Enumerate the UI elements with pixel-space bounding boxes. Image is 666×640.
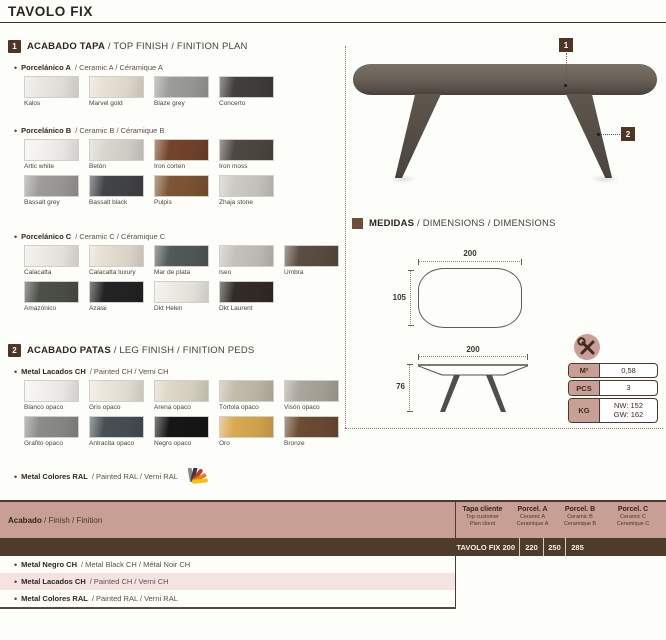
- price-table-columns: [455, 506, 661, 528]
- finish-group-label: [8, 367, 344, 376]
- column-title: Porcel. C: [617, 506, 649, 513]
- swatch-chip: [154, 380, 209, 402]
- vertical-dotted-divider: [345, 46, 346, 428]
- section-title-rest: / TOP FINISH / FINITION PLAN: [105, 41, 248, 52]
- swatch-label: Blaze grey: [154, 100, 185, 107]
- dim-front-height: 76: [396, 382, 405, 391]
- swatch-label: Amazónico: [24, 305, 57, 312]
- finish-swatch: [24, 281, 79, 312]
- ral-colors-line: [14, 468, 210, 485]
- spec-value: [600, 364, 657, 377]
- foot-shadow: [590, 176, 620, 182]
- finish-swatch: [89, 139, 144, 170]
- finish-group-label: [8, 126, 344, 135]
- finish-swatch: [154, 139, 209, 170]
- callout-2-dot: [597, 133, 600, 136]
- callout-2: 2: [621, 127, 635, 141]
- swatch-chip: [24, 380, 79, 402]
- finish-group-label: [8, 63, 344, 72]
- finish-swatch: [219, 245, 274, 276]
- finish-swatch: [154, 76, 209, 107]
- swatch-label: Negro opaco: [154, 440, 192, 447]
- swatch-grid: [8, 76, 354, 112]
- swatch-chip: [89, 175, 144, 197]
- acabado-label: [8, 516, 102, 525]
- price-table-bottom-border: [0, 607, 456, 609]
- swatch-chip: [154, 76, 209, 98]
- swatch-chip: [154, 139, 209, 161]
- price-ceramic-b: 250: [543, 538, 565, 556]
- bullet-icon: •: [14, 577, 18, 587]
- finish-group: [8, 232, 344, 317]
- bullet-icon: •: [14, 367, 18, 377]
- finish-swatch: [89, 380, 144, 411]
- foot-shadow: [390, 176, 416, 182]
- finish-group-label: [8, 232, 344, 241]
- horizontal-dotted-divider: [345, 428, 663, 429]
- swatch-label: Oro: [219, 440, 230, 447]
- swatch-chip: [219, 175, 274, 197]
- swatch-label: Bassalt grey: [24, 199, 60, 206]
- swatch-chip: [154, 245, 209, 267]
- swatch-chip: [24, 175, 79, 197]
- ral-fan-icon: [188, 468, 210, 485]
- column-subtitle-en: Ceramic C: [620, 514, 646, 520]
- spec-value-line1: NW: 152: [613, 400, 644, 410]
- finish-swatch: [89, 175, 144, 206]
- swatch-label: Pulpis: [154, 199, 172, 206]
- swatch-chip: [219, 380, 274, 402]
- swatch-grid: [8, 245, 354, 317]
- finish-group-label-rest: / Painted CH / Verni CH: [89, 367, 169, 376]
- column-subtitle-en: Top customer: [465, 514, 499, 520]
- option-label-bold: Metal Negro CH: [21, 560, 77, 569]
- bullet-icon: •: [14, 232, 18, 242]
- swatch-chip: [24, 139, 79, 161]
- column-subtitle-fr: Ceramique B: [563, 521, 597, 528]
- finish-swatch: [89, 76, 144, 107]
- swatch-label: Gris opaco: [89, 404, 121, 411]
- finish-swatch: [154, 245, 209, 276]
- finish-group: [8, 126, 344, 211]
- column-subtitle-fr: Plan client: [469, 521, 496, 528]
- price-column-header: [555, 506, 605, 528]
- column-subtitle-fr: Ceramique C: [616, 521, 650, 528]
- swatch-label: Dkt Laurent: [219, 305, 253, 312]
- section-number-badge: 2: [8, 344, 21, 357]
- section-title: [369, 218, 556, 229]
- medidas-title-bold: MEDIDAS: [369, 218, 415, 229]
- price-ceramic-a: 220: [519, 538, 543, 556]
- swatch-chip: [284, 380, 339, 402]
- price-table-header: [0, 500, 666, 538]
- bullet-icon: •: [14, 594, 18, 604]
- dimension-line: [418, 356, 528, 357]
- square-bullet-icon: [352, 218, 363, 229]
- price-column-header: [455, 506, 510, 528]
- swatch-label: Marvel gold: [89, 100, 123, 107]
- bullet-icon: •: [14, 560, 18, 570]
- swatch-chip: [154, 175, 209, 197]
- finish-group-label-bold: Metal Lacados CH: [21, 367, 86, 376]
- swatch-chip: [24, 281, 79, 303]
- swatch-label: Grafito opaco: [24, 440, 64, 447]
- finish-option-row: [0, 556, 455, 573]
- spec-row: [568, 398, 658, 423]
- swatch-label: Blanco opaco: [24, 404, 64, 411]
- column-subtitle-fr: Ceramique A: [516, 521, 549, 528]
- swatch-label: Iseo: [219, 269, 232, 276]
- spec-label: M²: [569, 364, 600, 377]
- section-title-bold: ACABADO PATAS: [27, 345, 111, 356]
- swatch-chip: [219, 245, 274, 267]
- finish-swatch: [89, 281, 144, 312]
- swatch-chip: [284, 245, 339, 267]
- column-title: Tapa cliente: [462, 506, 503, 513]
- swatch-grid: [8, 139, 294, 211]
- spec-label: PCS: [569, 381, 600, 394]
- finish-option-rows: [0, 556, 455, 607]
- swatch-label: Bassalt black: [89, 199, 128, 206]
- swatch-chip: [154, 281, 209, 303]
- finish-group-label-bold: Porcelánico A: [21, 63, 71, 72]
- section-title: [27, 41, 248, 52]
- dimension-line: [418, 261, 522, 262]
- swatch-chip: [219, 139, 274, 161]
- option-label-bold: Metal Colores RAL: [21, 594, 88, 603]
- swatch-label: Azalai: [89, 305, 107, 312]
- table-leg-left-photo: [394, 94, 441, 178]
- finish-group-label-bold: Porcelánico C: [21, 232, 72, 241]
- spec-label: KG: [569, 399, 600, 422]
- callout-1-line: [566, 53, 567, 83]
- callout-2-line: [600, 134, 620, 135]
- price-table-vertical-divider: [455, 502, 456, 607]
- finish-swatch: [219, 380, 274, 411]
- swatch-label: Arena opaco: [154, 404, 191, 411]
- callout-1-dot: [564, 84, 567, 87]
- acabado-label-rest: / Finish / Finition: [41, 516, 103, 525]
- swatch-label: Calacatta: [24, 269, 52, 276]
- swatch-label: Tórtola opaco: [219, 404, 259, 411]
- swatch-label: Antracita opaco: [89, 440, 135, 447]
- dim-top-width: 200: [463, 249, 477, 258]
- swatch-label: Visón opaco: [284, 404, 320, 411]
- ral-label-rest: / Painted RAL / Verni RAL: [91, 472, 178, 481]
- finish-group-label-rest: / Ceramic C / Céramique C: [75, 232, 166, 241]
- product-name: TAVOLO FIX 200: [456, 542, 515, 552]
- option-label-rest: / Painted RAL / Verni RAL: [91, 594, 178, 603]
- finish-swatch: [89, 245, 144, 276]
- front-view-outline: [408, 360, 538, 416]
- finish-swatch: [284, 416, 339, 447]
- column-title: Porcel. A: [517, 506, 548, 513]
- swatch-chip: [219, 416, 274, 438]
- swatch-label: Calacatta luxury: [89, 269, 136, 276]
- swatch-label: Iron corten: [154, 163, 186, 170]
- swatch-label: Bronze: [284, 440, 305, 447]
- medidas-title-rest: / DIMENSIONS / DIMENSIONS: [414, 218, 556, 229]
- swatch-label: Concerto: [219, 100, 246, 107]
- option-label-bold: Metal Lacados CH: [21, 577, 86, 586]
- dimension-line: [409, 364, 410, 412]
- bullet-icon: •: [14, 472, 18, 482]
- swatch-chip: [219, 281, 274, 303]
- swatch-label: Dkt Helen: [154, 305, 183, 312]
- spec-value: [600, 399, 657, 422]
- swatch-label: Zhaja stone: [219, 199, 253, 206]
- finish-swatch: [24, 175, 79, 206]
- section-title-rest: / LEG FINISH / FINITION PEDS: [110, 345, 255, 356]
- section-title-bold: ACABADO TAPA: [27, 41, 106, 52]
- option-label-rest: / Metal Black CH / Métal Noir CH: [81, 560, 191, 569]
- swatch-chip: [89, 76, 144, 98]
- finish-swatch: [219, 281, 274, 312]
- finish-swatch: [24, 245, 79, 276]
- section-number-badge: 1: [8, 40, 21, 53]
- bullet-icon: •: [14, 126, 18, 136]
- finish-swatch: [154, 416, 209, 447]
- spec-value-line1: 0,58: [621, 366, 636, 375]
- table-leg-right-photo: [565, 94, 613, 178]
- finish-swatch: [154, 380, 209, 411]
- swatch-label: Artic white: [24, 163, 54, 170]
- swatch-label: Umbra: [284, 269, 304, 276]
- finish-swatch: [24, 380, 79, 411]
- finish-swatch: [219, 76, 274, 107]
- section-title: [27, 345, 254, 356]
- spec-value-line2: GW: 162: [613, 410, 644, 420]
- callout-1: 1: [559, 38, 573, 52]
- swatch-chip: [89, 281, 144, 303]
- swatch-chip: [89, 245, 144, 267]
- medidas-header: [352, 218, 556, 229]
- dim-top-depth: 105: [392, 293, 406, 302]
- spec-row: [568, 380, 658, 395]
- title-rule: [0, 22, 666, 23]
- column-subtitle-en: Ceramic B: [567, 514, 593, 520]
- finish-swatch: [219, 139, 274, 170]
- spec-value: [600, 381, 657, 394]
- finish-option-row: [0, 573, 455, 590]
- section-top-finish-header: [8, 40, 248, 53]
- finish-swatch: [154, 175, 209, 206]
- swatch-label: Betón: [89, 163, 106, 170]
- finish-group: [8, 63, 344, 112]
- finish-group-label-rest: / Ceramic A / Céramique A: [74, 63, 163, 72]
- swatch-chip: [219, 76, 274, 98]
- bullet-icon: •: [14, 63, 18, 73]
- section-leg-finish-header: [8, 344, 254, 357]
- swatch-label: Mar de plata: [154, 269, 191, 276]
- finish-swatch: [284, 245, 339, 276]
- finish-group: [8, 367, 344, 452]
- finish-swatch: [24, 76, 79, 107]
- dimension-line: [410, 270, 411, 326]
- swatch-chip: [24, 416, 79, 438]
- finish-swatch: [24, 416, 79, 447]
- price-column-header: [605, 506, 661, 528]
- finish-group-label-bold: Porcelánico B: [21, 126, 72, 135]
- top-view-outline: [418, 268, 522, 328]
- finish-swatch: [154, 281, 209, 312]
- swatch-chip: [24, 245, 79, 267]
- swatch-chip: [24, 76, 79, 98]
- ral-label-bold: Metal Colores RAL: [21, 472, 88, 481]
- price-column-header: [510, 506, 555, 528]
- swatch-chip: [154, 416, 209, 438]
- tools-icon: [573, 333, 601, 361]
- price-ceramic-c: 285: [565, 538, 589, 556]
- product-row: [0, 538, 666, 556]
- swatch-grid: [8, 380, 354, 452]
- column-title: Porcel. B: [564, 506, 596, 513]
- spec-table: [568, 363, 658, 425]
- finish-swatch: [24, 139, 79, 170]
- acabado-label-bold: Acabado: [8, 516, 42, 525]
- finish-option-row: [0, 590, 455, 607]
- option-label-rest: / Painted CH / Verni CH: [89, 577, 169, 586]
- swatch-label: Iron moss: [219, 163, 248, 170]
- spec-row: [568, 363, 658, 378]
- finish-swatch: [219, 175, 274, 206]
- finish-swatch: [89, 416, 144, 447]
- page-title: TAVOLO FIX: [8, 4, 93, 19]
- table-top-photo: [353, 64, 657, 95]
- finish-swatch: [284, 380, 339, 411]
- finish-swatch: [219, 416, 274, 447]
- spec-value-line1: 3: [626, 383, 631, 393]
- finish-group-label-rest: / Ceramic B / Céramique B: [75, 126, 165, 135]
- swatch-label: Kalos: [24, 100, 41, 107]
- swatch-chip: [89, 416, 144, 438]
- dim-front-width: 200: [466, 345, 480, 354]
- swatch-chip: [89, 139, 144, 161]
- swatch-chip: [89, 380, 144, 402]
- swatch-chip: [284, 416, 339, 438]
- column-subtitle-en: Ceramic A: [519, 514, 546, 520]
